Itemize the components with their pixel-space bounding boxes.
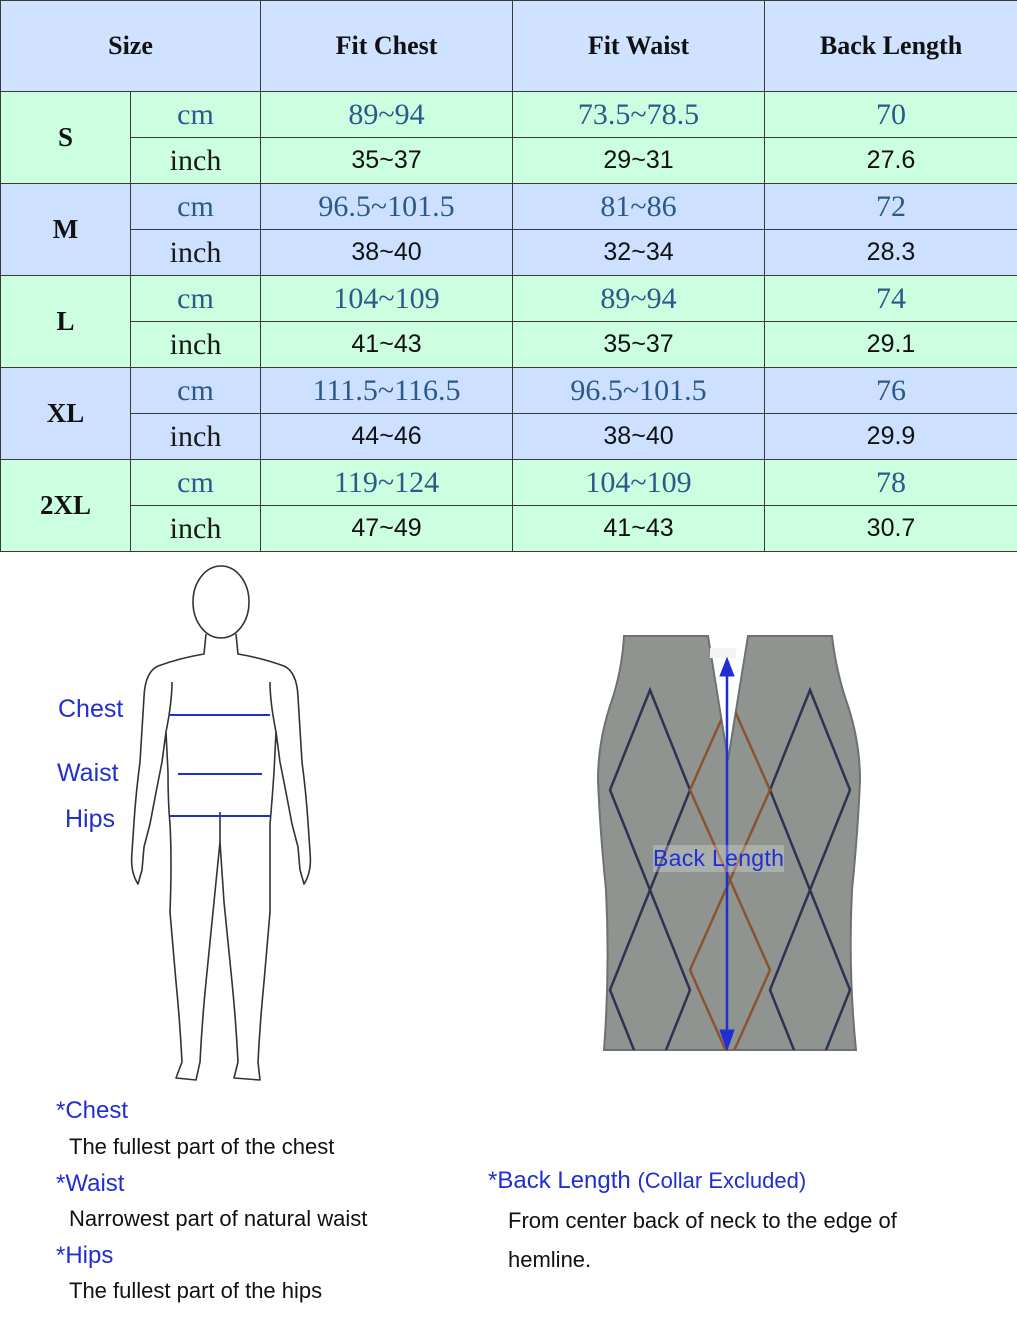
chest-label: Chest (58, 695, 124, 723)
hips-label: Hips (65, 805, 116, 833)
size-chart-table (0, 0, 1017, 552)
note-back-length-heading: *Back Length (488, 1167, 631, 1194)
chest-value: 44~46 (261, 414, 513, 460)
table-row (1, 184, 1017, 230)
unit-label: cm (131, 368, 261, 414)
body-figure-illustration (120, 562, 330, 1087)
table-row (1, 414, 1017, 460)
back-length-value: 72 (765, 184, 1017, 230)
size-label: L (1, 276, 131, 368)
waist-value: 89~94 (513, 276, 765, 322)
table-row (1, 460, 1017, 506)
waist-value: 29~31 (513, 138, 765, 184)
unit-label: cm (131, 460, 261, 506)
back-length-value: 29.1 (765, 322, 1017, 368)
note-hips-text: The fullest part of the hips (69, 1278, 323, 1303)
note-back-length-title (488, 1167, 806, 1195)
back-length-value: 29.9 (765, 414, 1017, 460)
unit-label: cm (131, 92, 261, 138)
note-waist-title: *Waist (56, 1170, 125, 1197)
size-label: M (1, 184, 131, 276)
unit-label: cm (131, 184, 261, 230)
table-row (1, 92, 1017, 138)
chest-value: 38~40 (261, 230, 513, 276)
table-row (1, 368, 1017, 414)
vest-back-length-label: Back Length (653, 845, 785, 871)
unit-label: inch (131, 230, 261, 276)
back-length-value: 78 (765, 460, 1017, 506)
waist-value: 104~109 (513, 460, 765, 506)
back-length-value: 28.3 (765, 230, 1017, 276)
size-label: XL (1, 368, 131, 460)
unit-label: inch (131, 138, 261, 184)
size-label: S (1, 92, 131, 184)
header-fit-waist: Fit Waist (513, 1, 765, 92)
chest-value: 35~37 (261, 138, 513, 184)
note-chest-title: *Chest (56, 1097, 129, 1124)
table-row (1, 138, 1017, 184)
note-collar-excluded: (Collar Excluded) (637, 1168, 807, 1193)
chest-value: 41~43 (261, 322, 513, 368)
note-back-length-text-2: hemline. (508, 1247, 592, 1272)
chest-value: 104~109 (261, 276, 513, 322)
table-row (1, 322, 1017, 368)
unit-label: inch (131, 506, 261, 552)
waist-label: Waist (57, 759, 119, 787)
size-label: 2XL (1, 460, 131, 552)
back-length-value: 27.6 (765, 138, 1017, 184)
chest-value: 119~124 (261, 460, 513, 506)
table-row (1, 276, 1017, 322)
note-waist-text: Narrowest part of natural waist (69, 1206, 368, 1231)
table-row (1, 230, 1017, 276)
chest-value: 89~94 (261, 92, 513, 138)
header-fit-chest: Fit Chest (261, 1, 513, 92)
waist-value: 38~40 (513, 414, 765, 460)
chest-value: 96.5~101.5 (261, 184, 513, 230)
waist-value: 41~43 (513, 506, 765, 552)
note-hips-title: *Hips (56, 1242, 114, 1269)
table-row (1, 506, 1017, 552)
unit-label: inch (131, 322, 261, 368)
waist-value: 35~37 (513, 322, 765, 368)
back-length-value: 74 (765, 276, 1017, 322)
unit-label: inch (131, 414, 261, 460)
header-size: Size (1, 1, 261, 92)
note-chest-text: The fullest part of the chest (69, 1134, 335, 1159)
header-back-length: Back Length (765, 1, 1017, 92)
waist-value: 81~86 (513, 184, 765, 230)
header-row (1, 1, 1017, 92)
waist-value: 73.5~78.5 (513, 92, 765, 138)
waist-value: 96.5~101.5 (513, 368, 765, 414)
back-length-value: 76 (765, 368, 1017, 414)
chest-value: 47~49 (261, 506, 513, 552)
back-length-value: 30.7 (765, 506, 1017, 552)
note-back-length-text-1: From center back of neck to the edge of (508, 1208, 897, 1233)
chest-value: 111.5~116.5 (261, 368, 513, 414)
back-length-value: 70 (765, 92, 1017, 138)
waist-value: 32~34 (513, 230, 765, 276)
unit-label: cm (131, 276, 261, 322)
